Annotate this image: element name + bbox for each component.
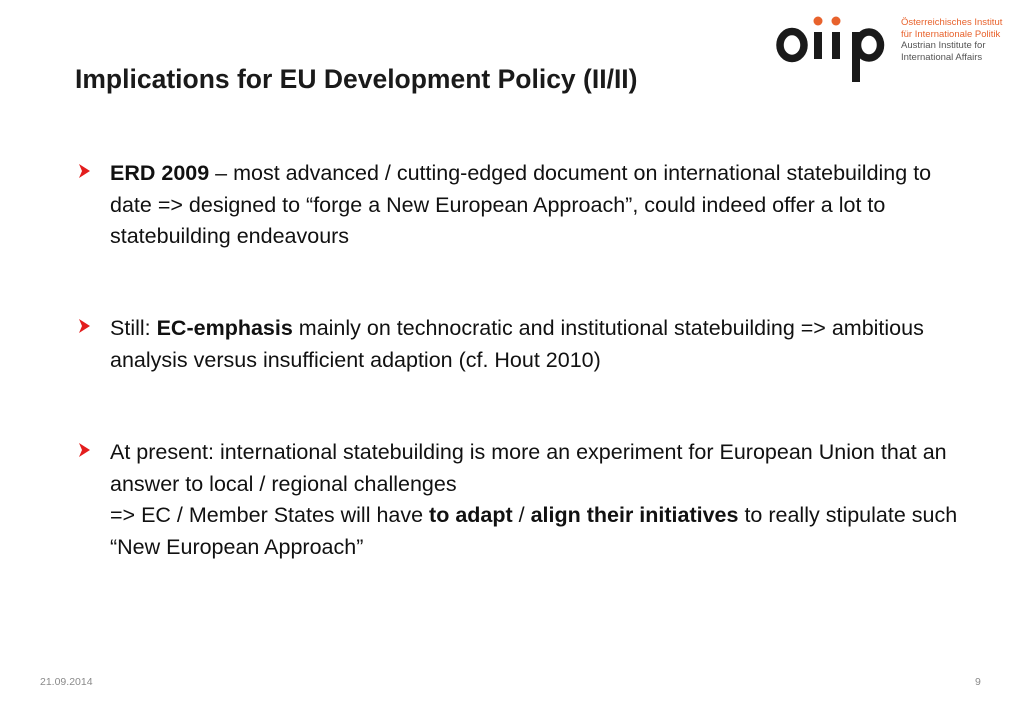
- oiip-logo-mark: [776, 16, 894, 84]
- logo-line-3: Austrian Institute for: [901, 40, 986, 51]
- bullet-bold-run: to adapt: [429, 503, 513, 527]
- bullet-text-2: [110, 313, 970, 376]
- bullet-text-run: to really stipulate such “New European Approach”: [110, 503, 958, 559]
- bullet-bold-run: align their initiatives: [530, 503, 739, 527]
- bullet-text-1: [110, 158, 970, 253]
- bullet-text-3: [110, 437, 970, 563]
- arrowhead-bullet-icon: [76, 318, 92, 334]
- bullet-text-run: At present: international statebuilding is more an experiment for European Union that an answer to local / regional challenges => EC / Member States will have: [110, 440, 947, 527]
- bullet-bold-run: ERD 2009: [110, 161, 210, 185]
- bullet-bold-run: EC-emphasis: [156, 316, 293, 340]
- footer-date: 21.09.2014: [40, 676, 93, 688]
- logo-line-4: International Affairs: [901, 51, 983, 63]
- bullet-text-run: – most advanced / cutting-edged document on international statebuilding to date => designed to “forge a New European Approach”, could indeed offer a lot to statebuilding endeavours: [110, 161, 932, 248]
- arrowhead-bullet-icon: [76, 442, 92, 458]
- logo-line-2: für Internationale Politik: [901, 28, 1001, 40]
- bullet-text-run: /: [512, 503, 531, 527]
- bullet-text-run: Still:: [110, 316, 157, 340]
- page-number: 9: [975, 676, 981, 688]
- slide-title: Implications for EU Development Policy (II/II): [75, 64, 638, 94]
- arrowhead-bullet-icon: [76, 163, 92, 179]
- logo-line-1: Österreichisches Institut: [901, 17, 1003, 28]
- oiip-logo: [776, 16, 1016, 84]
- bullet-text-run: mainly on technocratic and institutional statebuilding => ambitious analysis versus insufficient adaption (cf. Hout 2010): [110, 316, 924, 372]
- logo-institute-name: [901, 17, 1002, 63]
